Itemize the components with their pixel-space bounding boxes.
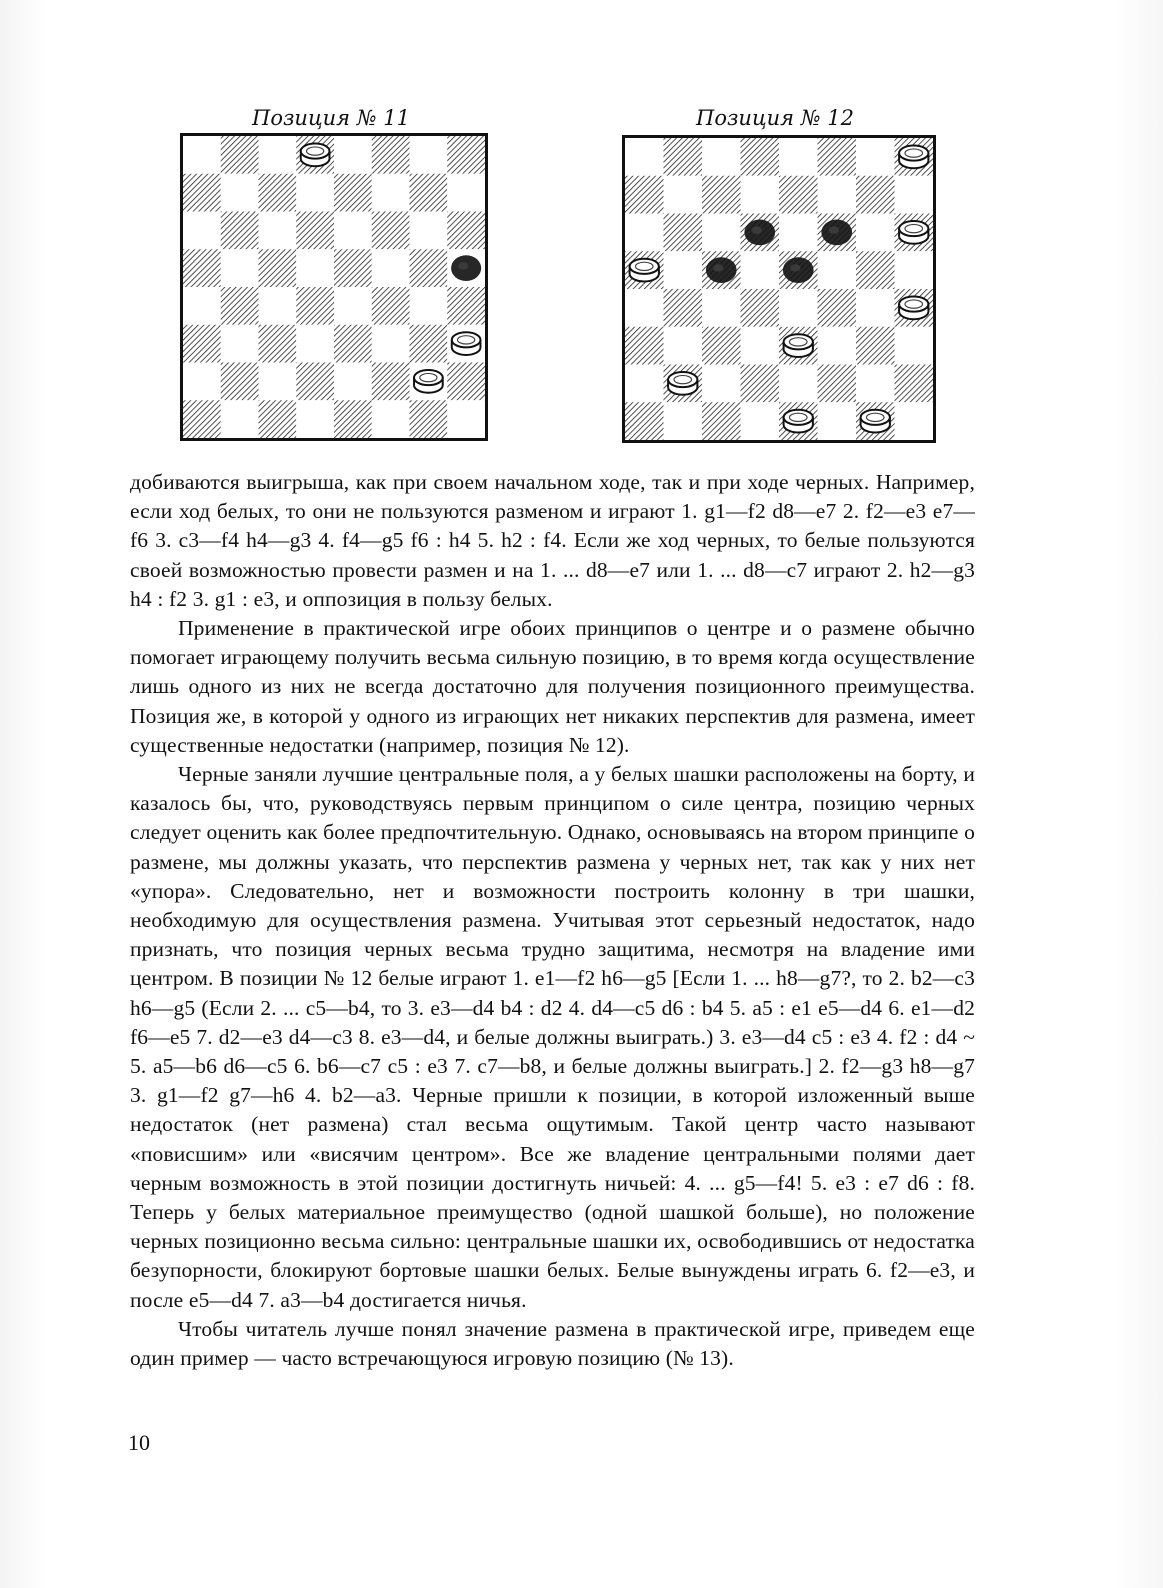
page-number: 10 [128, 1430, 150, 1455]
light-square [447, 174, 485, 212]
dark-square [741, 138, 780, 176]
paragraph-4: Чтобы читатель лучше понял значение размена в практической игре, приведем еще один пример — часто встречающуюся игровую позицию (№ 13). [130, 1316, 975, 1371]
dark-square [372, 287, 410, 325]
dark-square [410, 400, 448, 438]
dark-square [664, 138, 703, 176]
paragraph-1: добиваются выигрыша, как при своем начальном ходе, так и при ходе черных. Например, если ход белых, то они не пользуются разменом и играют 1. g1—f2 d8—e7 2. f2—e3 e7—f6 3. c3—f4 h4—g3 4. f4—g5 f6 : h4 5. h2 : f4. Если же ход черных, то белые пользуются своей возможностью провести размен и на 1. ... d8—e7 или 1. ... d8—c7 играют 2. h2—g3 h4 : f2 3. g1 : e3, и оппозиция в пользу белых. [130, 470, 975, 611]
light-square [410, 287, 448, 325]
dark-square [221, 363, 259, 401]
light-square [183, 287, 221, 325]
light-square [259, 363, 297, 401]
white-piece [899, 221, 928, 244]
light-square [183, 363, 221, 401]
dark-square [259, 249, 297, 287]
light-square [818, 402, 857, 440]
diagram-caption-12: Позиция № 12 [696, 106, 854, 130]
black-piece [821, 220, 852, 246]
light-square [410, 136, 448, 174]
white-piece [301, 144, 330, 167]
dark-square [702, 327, 741, 365]
light-square [372, 249, 410, 287]
dark-square [221, 287, 259, 325]
light-square [741, 176, 780, 214]
light-square [334, 363, 372, 401]
dark-square [818, 138, 857, 176]
dark-square [702, 402, 741, 440]
light-square [221, 174, 259, 212]
dark-square [447, 287, 485, 325]
light-square [296, 325, 334, 363]
light-square [447, 400, 485, 438]
light-square [741, 327, 780, 365]
light-square [221, 249, 259, 287]
light-square [664, 176, 703, 214]
light-square [664, 251, 703, 289]
white-piece [784, 334, 813, 357]
board-11-grid [183, 136, 485, 438]
light-square [856, 289, 895, 327]
dark-square [664, 289, 703, 327]
dark-square [741, 365, 780, 403]
dark-square [779, 176, 818, 214]
dark-square [625, 327, 664, 365]
dark-square [259, 325, 297, 363]
commentary-text [130, 468, 975, 1373]
light-square [856, 365, 895, 403]
board-diagram-12 [622, 135, 936, 443]
white-piece [784, 410, 813, 433]
white-piece [668, 372, 697, 395]
light-square [818, 176, 857, 214]
white-piece [899, 297, 928, 320]
dark-square [372, 363, 410, 401]
white-piece [899, 146, 928, 169]
light-square [818, 251, 857, 289]
light-square [895, 251, 934, 289]
dark-square [410, 249, 448, 287]
dark-square [259, 400, 297, 438]
light-square [779, 365, 818, 403]
dark-square [334, 325, 372, 363]
dark-square [625, 402, 664, 440]
light-square [183, 212, 221, 250]
light-square [702, 214, 741, 252]
dark-square [372, 136, 410, 174]
light-square [259, 287, 297, 325]
dark-square [818, 289, 857, 327]
light-square [895, 176, 934, 214]
white-piece [630, 259, 659, 282]
light-square [221, 400, 259, 438]
black-piece [744, 220, 775, 246]
light-square [895, 327, 934, 365]
paragraph-2: Применение в практической игре обоих принципов о центре и о размене обычно помогает играющему получить весьма сильную позицию, в то время когда осуществление лишь одного из них не всегда достаточно для получения позиционного преимущества. Позиция же, в которой у одного из играющих нет никаких перспектив для размена, имеет существенные недостатки (например, позиция № 12). [130, 616, 975, 757]
white-piece [861, 410, 890, 433]
light-square [702, 289, 741, 327]
light-square [702, 365, 741, 403]
light-square [625, 138, 664, 176]
dark-square [818, 365, 857, 403]
paragraph-3: Черные заняли лучшие центральные поля, а у белых шашки расположены на борту, и казалось бы, что, руководствуясь первым принципом о силе центра, позицию черных следует оценить как более предпочтительную. Однако, основываясь на втором принципе о размене, мы должны указать, что перспектив размена у черных нет, так как у них нет «упора». Следовательно, нет и возможности построить колонну в три шашки, необходимую для осуществления размена. Учитывая этот серьезный недостаток, надо признать, что позиция черных весьма трудно защитима, несмотря на владение ими центром. В позиции № 12 белые играют 1. e1—f2 h6—g5 [Если 1. ... h8—g7?, то 2. b2—c3 h6—g5 (Если 2. ... c5—b4, то 3. e3—d4 b4 : d2 4. d4—c5 d6 : b4 5. a5 : e1 e5—d4 6. e1—d2 f6—e5 7. d2—e3 d4—c3 8. e3—d4, и белые должны выиграть.) 3. e3—d4 c5 : e3 4. f2 : d4 ~ 5. a5—b6 d6—c5 6. b6—c7 c5 : e3 7. c7—b8, и белые должны выиграть.] 2. f2—g3 h8—g7 3. g1—f2 g7—h6 4. b2—a3. Черные пришли к позиции, в которой изложенный выше недостаток (нет размена) стал весьма ощутимым. Такой центр часто называют «повисшим» или «висячим центром». Все же владение центральными полями дает черным возможность в этой позиции достигнуть ничьей: 4. ... g5—f4! 5. e3 : e7 d6 : f8. Теперь у белых материальное преимущество (одной шашкой больше), но положение черных позиционно весьма сильно: центральные шашки их, освободившись от недостатка безупорности, блокируют бортовые шашки белых. Белые вынуждены играть 6. f2—e3, и после e5—d4 7. a3—b4 достигается ничья. [130, 762, 975, 1312]
white-piece [414, 370, 443, 393]
light-square [334, 212, 372, 250]
light-square [779, 289, 818, 327]
light-square [183, 136, 221, 174]
black-piece [706, 257, 737, 283]
dark-square [334, 400, 372, 438]
dark-square [625, 176, 664, 214]
board-diagram-11 [180, 133, 488, 441]
light-square [372, 400, 410, 438]
dark-square [221, 136, 259, 174]
light-square [334, 136, 372, 174]
light-square [221, 325, 259, 363]
dark-square [259, 174, 297, 212]
dark-square [183, 325, 221, 363]
light-square [296, 249, 334, 287]
light-square [296, 174, 334, 212]
light-square [856, 214, 895, 252]
light-square [259, 136, 297, 174]
light-square [702, 138, 741, 176]
diagram-caption-11: Позиция № 11 [252, 106, 410, 130]
light-square [259, 212, 297, 250]
dark-square [410, 174, 448, 212]
dark-square [447, 136, 485, 174]
light-square [856, 138, 895, 176]
light-square [410, 212, 448, 250]
dark-square [702, 176, 741, 214]
light-square [818, 327, 857, 365]
dark-square [296, 212, 334, 250]
dark-square [664, 214, 703, 252]
dark-square [372, 212, 410, 250]
dark-square [183, 174, 221, 212]
black-piece [451, 255, 481, 281]
dark-square [741, 289, 780, 327]
light-square [334, 287, 372, 325]
light-square [372, 325, 410, 363]
dark-square [334, 174, 372, 212]
dark-square [183, 249, 221, 287]
dark-square [447, 363, 485, 401]
dark-square [334, 249, 372, 287]
light-square [741, 402, 780, 440]
dark-square [296, 363, 334, 401]
light-square [372, 174, 410, 212]
light-square [625, 365, 664, 403]
light-square [779, 138, 818, 176]
dark-square [447, 212, 485, 250]
dark-square [895, 365, 934, 403]
dark-square [856, 327, 895, 365]
board-12-grid [625, 138, 933, 440]
dark-square [221, 212, 259, 250]
light-square [895, 402, 934, 440]
light-square [741, 251, 780, 289]
light-square [664, 327, 703, 365]
dark-square [296, 287, 334, 325]
light-square [625, 214, 664, 252]
dark-square [183, 400, 221, 438]
light-square [296, 400, 334, 438]
black-piece [783, 257, 814, 283]
light-square [664, 402, 703, 440]
dark-square [410, 325, 448, 363]
light-square [779, 214, 818, 252]
dark-square [856, 251, 895, 289]
light-square [625, 289, 664, 327]
dark-square [856, 176, 895, 214]
white-piece [452, 332, 481, 355]
